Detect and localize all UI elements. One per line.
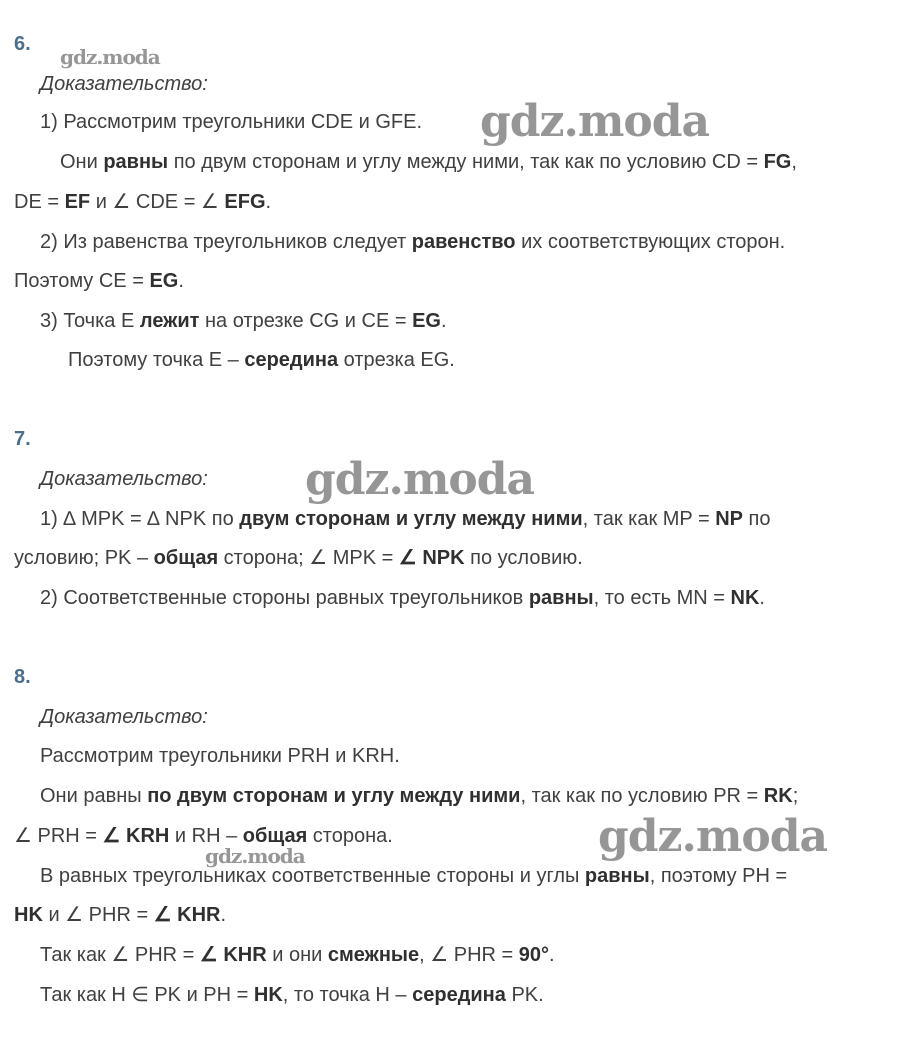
task-6-line-2: Они равны по двум сторонам и углу между ними, так как по условию CD = FG, bbox=[60, 151, 797, 173]
task-8-line-7: Так как H ∈ PK и PH = HK, то точка H – середина PK. bbox=[40, 984, 544, 1006]
watermark-large-2: gdz.moda bbox=[305, 454, 535, 505]
task-7-line-1: 1) ∆ MPK = ∆ NPK по двум сторонам и углу между ними, так как MP = NP по bbox=[40, 508, 771, 530]
task-8-line-6: Так как ∠ PHR = ∠ KHR и они смежные, ∠ PHR = 90°. bbox=[40, 944, 555, 966]
task-6-line-6: 3) Точка E лежит на отрезке CG и CE = EG. bbox=[40, 310, 447, 332]
watermark-small-bottom: gdz.moda bbox=[205, 844, 305, 868]
watermark-large-3: gdz.moda bbox=[598, 811, 828, 862]
task-7-line-2: условию; PK – общая сторона; ∠ MPK = ∠ NPK по условию. bbox=[14, 547, 583, 569]
task-6-line-7: Поэтому точка E – середина отрезка EG. bbox=[68, 349, 455, 371]
task-6-line-5: Поэтому CE = EG. bbox=[14, 270, 184, 292]
task-8-number: 8. bbox=[14, 666, 31, 688]
task-7-number: 7. bbox=[14, 428, 31, 450]
task-6-proof-label: Доказательство: bbox=[40, 73, 208, 95]
task-8-proof-label: Доказательство: bbox=[40, 706, 208, 728]
task-6-line-3: DE = EF и ∠ CDE = ∠ EFG. bbox=[14, 191, 272, 213]
watermark-large-1: gdz.moda bbox=[480, 96, 710, 147]
task-6-line-1: 1) Рассмотрим треугольники CDE и GFE. bbox=[40, 111, 423, 133]
task-6-number: 6. bbox=[14, 33, 31, 55]
task-7-line-3: 2) Соответственные стороны равных треугольников равны, то есть MN = NK. bbox=[40, 587, 765, 609]
task-8-line-2: Они равны по двум сторонам и углу между ними, так как по условию PR = RK; bbox=[40, 785, 799, 807]
task-6-line-4: 2) Из равенства треугольников следует равенство их соответствующих сторон. bbox=[40, 231, 786, 253]
task-7-proof-label: Доказательство: bbox=[40, 468, 208, 490]
task-8-line-3: ∠ PRH = ∠ KRH и RH – общая сторона. bbox=[14, 825, 393, 847]
task-8-line-5: HK и ∠ PHR = ∠ KHR. bbox=[14, 904, 227, 926]
task-8-line-1: Рассмотрим треугольники PRH и KRH. bbox=[40, 745, 400, 767]
watermark-small-top: gdz.moda bbox=[60, 45, 160, 69]
task-8-line-4: В равных треугольниках соответственные стороны и углы равны, поэтому PH = bbox=[40, 865, 788, 887]
